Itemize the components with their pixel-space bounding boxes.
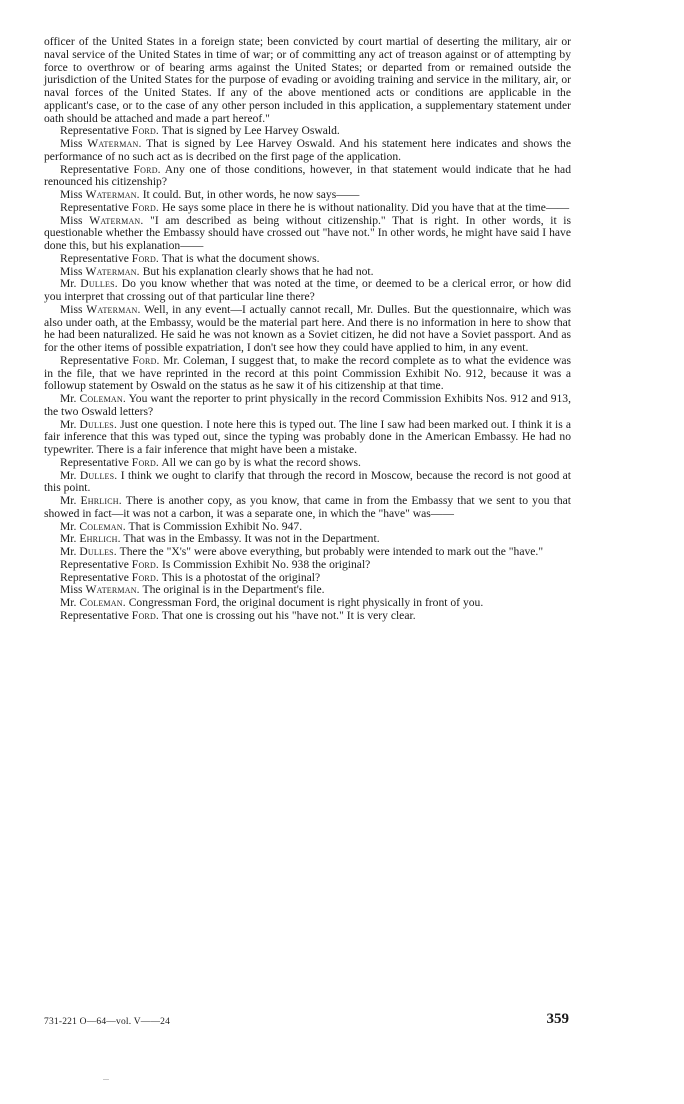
speaker-name: Waterman. [85,583,140,597]
speaker-title: Mr. [60,494,77,507]
paragraph [44,304,571,355]
speaker-name: Coleman. [79,596,126,609]
speaker-name: Waterman. [89,213,144,227]
paragraph-text: "I am described as being without citizenship." That is right. In other words, it is questionable whether the Embassy should have crossed out "have not." In other words, he might have said I have done this, but his explanation—— [44,213,572,252]
speaker-title: Miss [60,583,83,597]
speaker-title: Representative [60,124,129,138]
speaker-title: Representative [60,570,129,584]
speaker-title: Representative [60,455,129,469]
speaker-name: Waterman. [87,137,142,150]
paragraph-text: It could. But, in other words, he now says—— [142,188,360,201]
paragraph-text: Is Commission Exhibit No. 938 the original? [161,557,371,571]
paragraph-text: That one is crossing out his "have not." It is very clear. [161,608,416,622]
transcript-body [44,36,571,623]
paragraph-text: Mr. Coleman, I suggest that, to make the record complete as to what the evidence was in the file, that we have reprinted in the record at this point Commission Exhibit No. 912, because it was a followup statement by Oswald on the status as he saw it of his citizenship at that time. [44,353,571,393]
speaker-name: Dulles. [79,417,118,431]
speaker-name: Coleman. [79,392,126,405]
paragraph [44,355,571,393]
speaker-title: Mr. [60,545,77,558]
paragraph-text: But his explanation clearly shows that he had not. [142,264,374,278]
paragraph-text: This is a photostat of the original? [161,570,321,584]
speaker-name: Waterman. [85,264,140,278]
paragraph-text: officer of the United States in a foreign state; been convicted by court martial of deserting the military, air or naval service of the United States in time of war; or of committing any act of treason against or of attempting by force to overthrow or of bearing arms against the United States; or departed from or remained outside the jurisdiction of the United States for the purpose of evading or avoiding training and service in the military, air, or naval forces of the United States. If any of the above mentioned acts or conditions are applicable in the applicant's case, or to the case of any other person included in this application, a supplementary statement under oath should be attached and made a part hereof." [44,35,571,125]
speaker-name: Dulles. [79,468,118,482]
paragraph-text: All we can go by is what the record shows. [161,455,361,469]
speaker-name: Ford. [131,570,160,584]
speaker-title: Mr. [60,392,77,405]
speaker-name: Ehrlich. [79,532,121,546]
speaker-title: Representative [60,162,129,176]
speaker-name: Ford. [133,162,161,176]
speaker-title: Miss [60,137,83,150]
speaker-title: Miss [60,213,83,227]
paragraph-text: The original is in the Department's file. [142,583,325,597]
speaker-name: Ford. [132,353,160,367]
paragraph-text: There the "X's" were above everything, but probably were intended to mark out the "have." [119,545,544,558]
paragraph [44,278,571,304]
speaker-name: Ford. [131,251,160,265]
speaker-name: Waterman. [86,302,141,316]
speaker-name: Waterman. [85,188,140,201]
speaker-name: Ford. [131,557,160,571]
speaker-title: Mr. [60,468,77,482]
speaker-title: Miss [60,302,83,316]
speaker-name: Ehrlich. [80,494,122,507]
paragraph-text: Any one of those conditions, however, in that statement would indicate that he had renounced his citizenship? [44,162,571,189]
paragraph [44,610,571,623]
speaker-title: Representative [60,200,129,214]
paragraph-text: That was in the Embassy. It was not in the Department. [123,532,380,546]
paragraph-text: Do you know whether that was noted at the time, or deemed to be a clerical error, or how did you interpret that crossing out of that particular line there? [44,277,572,303]
speaker-title: Mr. [60,519,77,533]
paragraph [44,215,571,253]
page-footer [44,1011,571,1031]
speaker-title: Representative [60,251,129,265]
paragraph-text: That is signed by Lee Harvey Oswald. [161,124,340,138]
paragraph-text: He says some place in there he is without nationality. Did you have that at the time—— [161,200,570,214]
speaker-title: Miss [60,188,83,201]
speaker-name: Coleman. [79,519,126,533]
paragraph-text: There is another copy, as you know, that came in from the Embassy that we sent to you that showed in fact—it was not a carbon, it was a separate one, in which the "have" was—— [44,494,571,520]
paragraph-text: I think we ought to clarify that through the record in Moscow, because the record is not good at this point. [44,468,572,495]
speaker-name: Ford. [131,124,160,138]
paragraph [44,495,571,521]
paragraph-text: That is what the document shows. [161,251,320,265]
paragraph [44,419,571,457]
speaker-title: Mr. [60,417,77,431]
paragraph-text: That is signed by Lee Harvey Oswald. And his statement here indicates and shows the performance of no such act as is decribed on the first page of the application. [44,137,571,163]
speaker-title: Mr. [60,277,77,291]
printing-code: 731-221 O—64—vol. V——24 [44,1017,171,1027]
page-number: 359 [546,1011,569,1027]
speaker-name: Dulles. [79,545,117,558]
speaker-name: Dulles. [80,277,118,291]
paragraph [44,36,571,125]
paragraph-text: Just one question. I note here this is typed out. The line I saw had been marked out. I think it is a fair inference that this was typed out, since the typing was probably done in the American Embassy. He had no typewriter. There is a fair inference that might have been a mistake. [44,417,571,456]
paragraph [44,164,571,190]
speaker-name: Ford. [131,608,160,622]
paragraph [44,138,571,164]
speaker-title: Miss [60,264,83,278]
speaker-title: Representative [60,608,129,622]
speaker-name: Ford. [131,455,160,469]
scan-mark [103,1079,109,1080]
paragraph-text: That is Commission Exhibit No. 947. [128,519,303,533]
paragraph [44,393,571,419]
paragraph-text: Well, in any event—I actually cannot recall, Mr. Dulles. But the questionnaire, which was also under oath, at the Embassy, would be the material part here. And there is no information in here to show that he had been naturalized. He said he was not known as a Soviet citizen, he did not have a Soviet passport. And as for the other items of possible expatriation, I don't see how they could have applied to him, in any event. [44,302,571,354]
paragraph-text: You want the reporter to print physically in the record Commission Exhibits Nos. 912 and 913, the two Oswald letters? [44,392,572,418]
paragraph [44,470,571,496]
speaker-title: Mr. [60,532,77,546]
speaker-title: Representative [60,557,129,571]
speaker-title: Mr. [60,596,77,609]
speaker-title: Representative [60,353,129,367]
paragraph-text: Congressman Ford, the original document is right physically in front of you. [128,596,484,609]
speaker-name: Ford. [131,200,160,214]
